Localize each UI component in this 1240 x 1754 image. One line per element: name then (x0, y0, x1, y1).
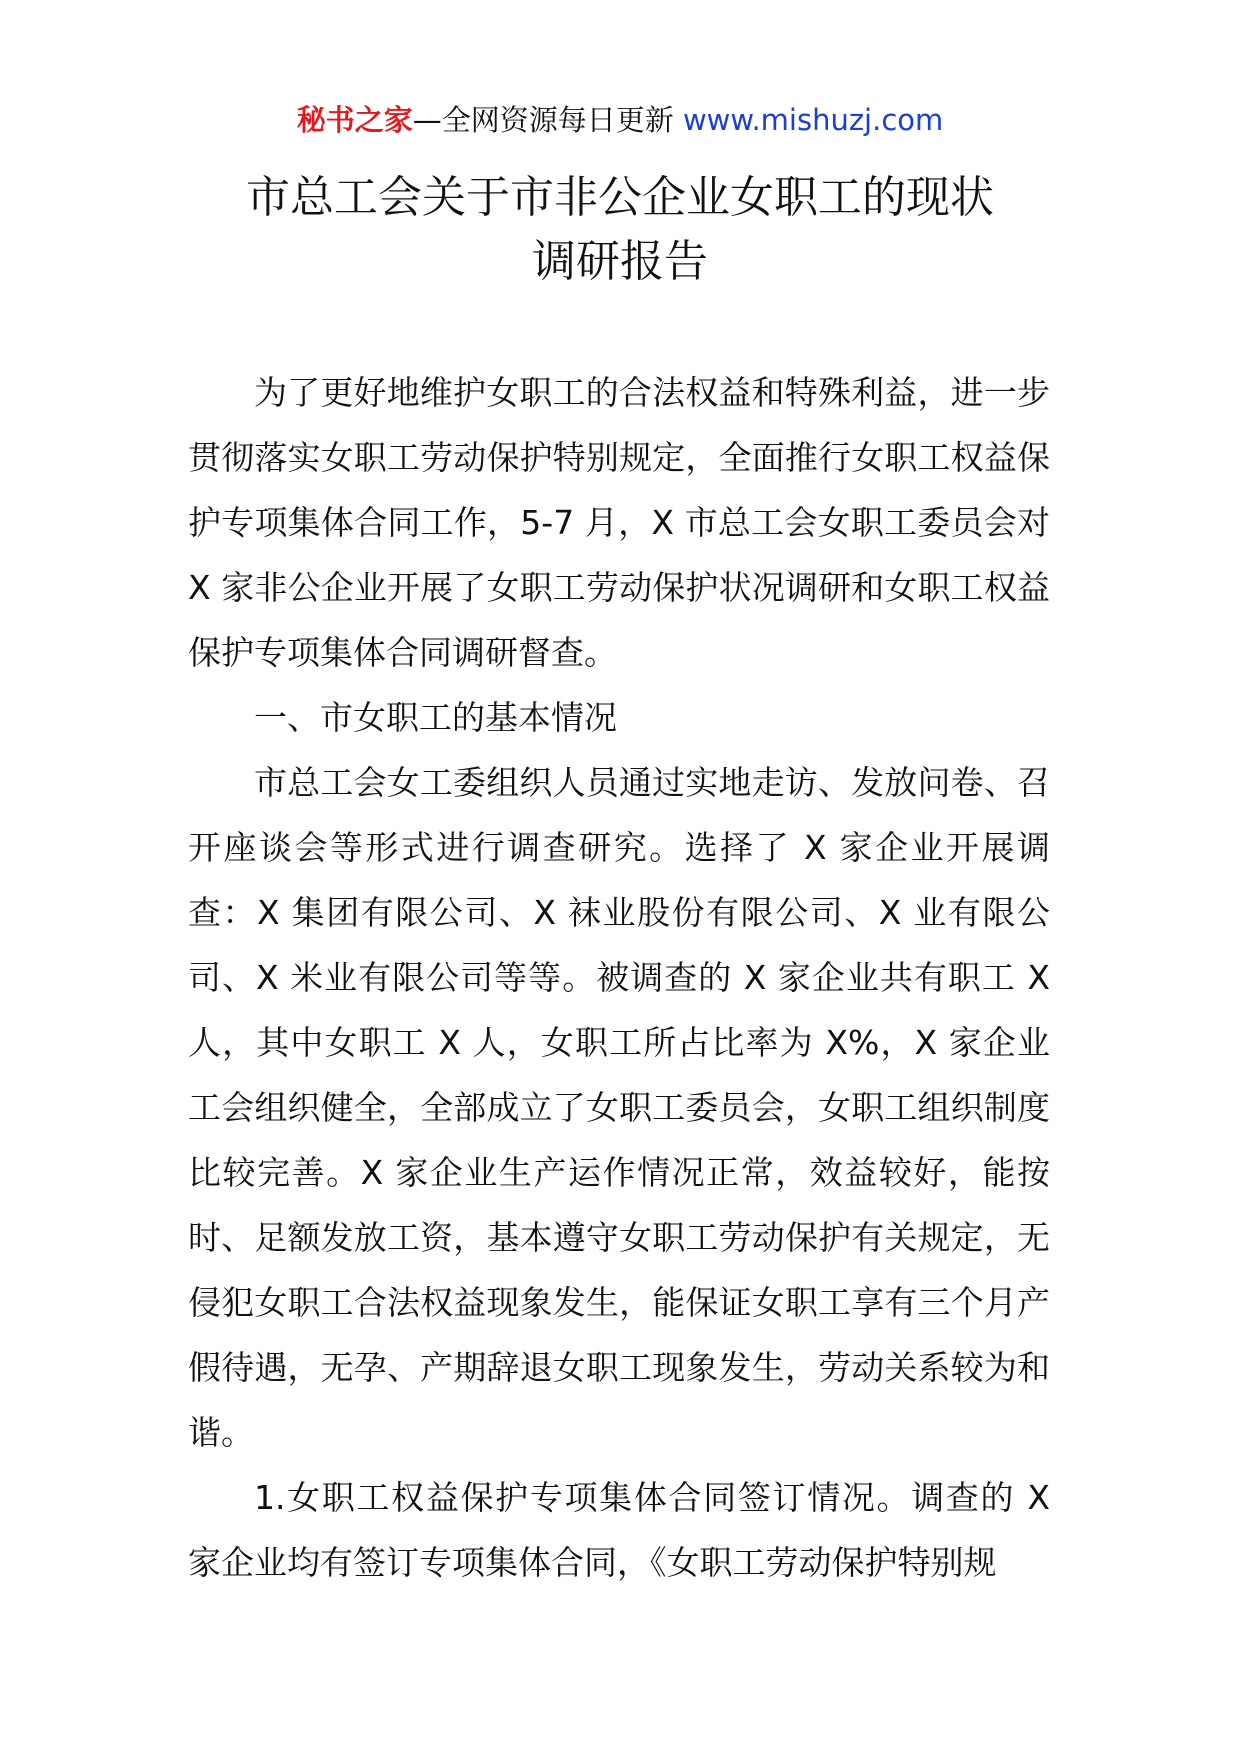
section-heading: 一、市女职工的基本情况 (254, 698, 617, 737)
title-line-2: 调研报告 (532, 236, 708, 287)
intro-paragraph: 为了更好地维护女职工的合法权益和特殊利益，进一步贯彻落实女职工劳动保护特别规定，全面推行女职工权益保护专项集体合同工作，5-7 月，X 市总工会女职工委员会对 X 家非公企业开展了女职工劳动保护状况调研和女职工权益保护专项集体合同调研督查。 (188, 373, 1050, 672)
body-paragraph: 市总工会女工委组织人员通过实地走访、发放问卷、召开座谈会等形式进行调查研究。选择了 X 家企业开展调查：X 集团有限公司、X 袜业股份有限公司、X 业有限公司、X 米业有限公司等等。被调查的 X 家企业共有职工 X 人，其中女职工 X 人，女职工所占比率为 X%，X 家企业工会组织健全，全部成立了女职工委员会，女职工组织制度比较完善。X 家企业生产运作情况正常，效益较好，能按时、足额发放工资，基本遵守女职工劳动保护有关规定，无侵犯女职工合法权益现象发生，能保证女职工享有三个月产假待遇，无孕、产期辞退女职工现象发生，劳动关系较为和谐。 (188, 763, 1050, 1452)
document-body (188, 360, 1050, 1595)
site-header (0, 100, 1240, 140)
body-paragraph: 1.女职工权益保护专项集体合同签订情况。调查的 X 家企业均有签订专项集体合同，《女职工劳动保护特别规 (188, 1478, 1050, 1582)
document-title (0, 166, 1240, 294)
site-tagline: —全网资源每日更新 (412, 103, 683, 137)
site-brand: 秘书之家 (296, 103, 413, 137)
site-url-link[interactable]: www.mishuzj.com (682, 103, 944, 137)
title-line-1: 市总工会关于市非公企业女职工的现状 (246, 172, 994, 223)
